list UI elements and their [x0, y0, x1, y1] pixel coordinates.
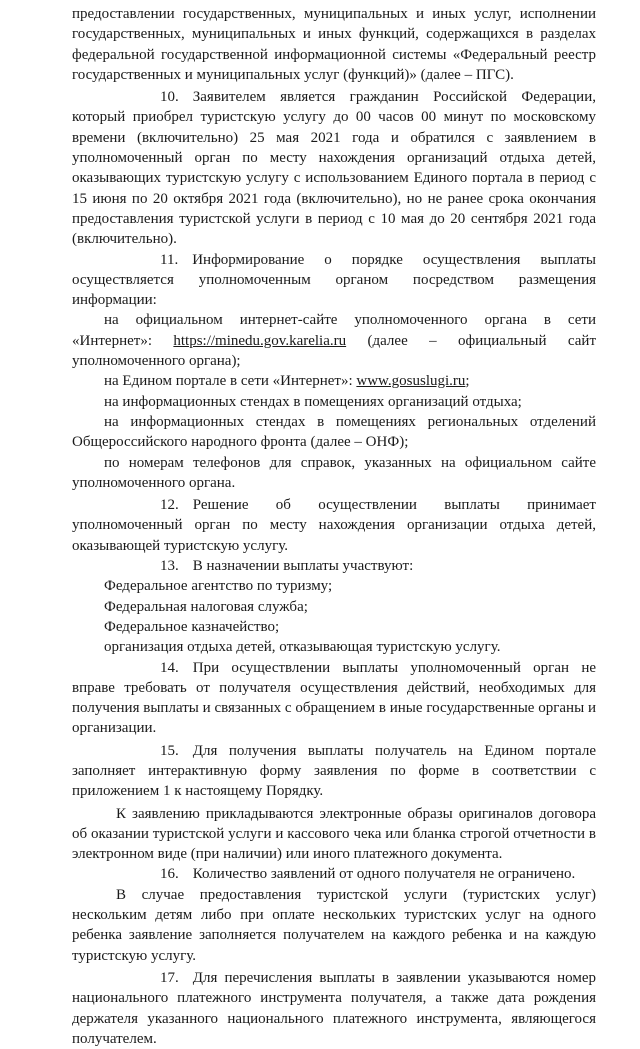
gosuslugi-link[interactable]: www.gosuslugi.ru: [356, 373, 466, 390]
paragraph-14: 14. При осуществлении выплаты уполномоченный орган не вправе требовать от получателя осуществления действий, необходимых для получения выплаты и связанных с обращением в иные государственные органы и организации.: [72, 659, 596, 737]
list-item-official-site: на официальном интернет-сайте уполномоченного органа в сети «Интернет»: https://minedu.gov.karelia.ru (далее – официальный сайт уполномоченного органа);: [72, 312, 596, 370]
list-item-phones: по номерам телефонов для справок, указанных на официальном сайте уполномоченного органа.: [72, 454, 596, 491]
paragraph-17: 17. Для перечисления выплаты в заявлении указываются номер национального платежного инструмента получателя, а также дата рождения держателя указанного национального платежного инструмента, являющегося получателем.: [72, 969, 596, 1047]
list-item-treasury: Федеральное казначейство;: [104, 618, 280, 635]
item-number-14: 14.: [160, 659, 179, 676]
item-number-15: 15.: [160, 742, 179, 759]
paragraph-15-attachments: К заявлению прикладываются электронные образы оригиналов договора об оказании туристской услуги и кассового чека или бланка строгой отчетности в электронном виде (при наличии) или иного платежного документа.: [72, 805, 596, 863]
ministry-site-link[interactable]: https://minedu.gov.karelia.ru: [173, 332, 347, 349]
paragraph-16-multiple: В случае предоставления туристской услуги (туристских услуг) нескольким детям либо при оплате нескольких туристских услуг на одного ребенка заявление заполняется получателем на каждого ребенка и на каждую туристскую услугу.: [72, 886, 596, 964]
paragraph-intro: предоставлении государственных, муниципальных и иных услуг, исполнении государственных, муниципальных и иных функций, содержащихся в разделах федеральной государственной информационной системы «Федеральный реестр государственных и муниципальных услуг (функций)» (далее – ПГС).: [72, 6, 596, 83]
list-item-tax-service: Федеральная налоговая служба;: [104, 598, 308, 615]
list-item-unified-portal: на Едином портале в сети «Интернет»: www.gosuslugi.ru;: [104, 373, 470, 390]
paragraph-11: 11. Информирование о порядке осуществления выплаты осуществляется уполномоченным органом посредством размещения информации:: [72, 251, 596, 309]
item-number-11: 11.: [160, 251, 179, 268]
paragraph-10: 10. Заявителем является гражданин Российской Федерации, который приобрел туристскую услугу до 00 часов 00 минут по московскому времени (включительно) 25 мая 2021 года и обратился с заявлением в уполномоченный орган по месту нахождения организаций отдыха детей, оказывающих туристскую услугу с использованием Единого портала в период с 15 июня по 20 октября 2021 года (включительно), но не ранее срока окончания предоставления туристской услуги в период с 10 мая до 20 сентября 2021 года (включительно).: [72, 89, 596, 248]
paragraph-13: 13. В назначении выплаты участвуют:: [72, 556, 596, 576]
paragraph-16: 16. Количество заявлений от одного получателя не ограничено.: [72, 864, 596, 884]
paragraph-12: 12. Решение об осуществлении выплаты принимает уполномоченный орган по месту нахождения организации отдыха детей, оказывающей туристскую услугу.: [72, 497, 596, 554]
list-item-tourism-agency: Федеральное агентство по туризму;: [104, 578, 333, 595]
item-number-17: 17.: [160, 969, 179, 986]
paragraph-15: 15. Для получения выплаты получатель на Едином портале заполняет интерактивную форму заявления по форме в соответствии с приложением 1 к настоящему Порядку.: [72, 742, 596, 800]
list-item-recreation-org: организация отдыха детей, отказывающая туристскую услугу.: [104, 639, 501, 656]
item-number-16: 16.: [160, 866, 179, 883]
item-number-13: 13.: [160, 558, 179, 575]
list-item-stands-organizations: на информационных стендах в помещениях организаций отдыха;: [104, 393, 522, 410]
item-number-10: 10.: [160, 89, 179, 106]
list-item-stands-onf: на информационных стендах в помещениях региональных отделений Общероссийского народного фронта (далее – ОНФ);: [72, 413, 596, 451]
item-number-12: 12.: [160, 497, 179, 514]
